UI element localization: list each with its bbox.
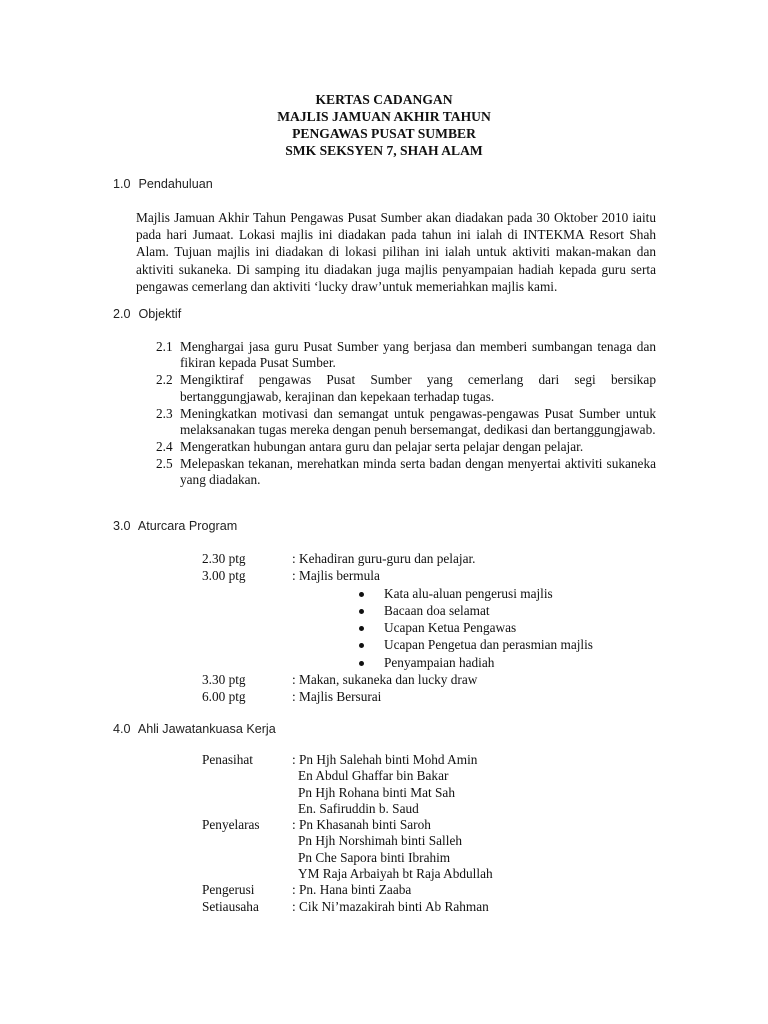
bullet-item [202,636,662,653]
section-heading-aturcara [113,518,237,534]
section-number: 4.0 [113,722,131,736]
schedule-row [202,550,662,567]
section-heading-objektif [113,306,181,322]
document-title [0,91,768,159]
bullet-item [202,619,662,636]
bullet-icon [359,592,364,597]
schedule-time: 2.30 ptg [202,551,246,566]
objective-item [156,456,656,489]
title-line-1: KERTAS CADANGAN [315,92,453,107]
title-line-2: MAJLIS JAMUAN AKHIR TAHUN [277,109,491,124]
objective-item [156,339,656,372]
schedule-row [202,688,662,705]
committee-member: En Abdul Ghaffar bin Bakar [298,768,449,784]
section-title: Ahli Jawatankuasa Kerja [137,722,276,736]
committee-member: Pn Hjh Norshimah binti Salleh [298,833,462,849]
objective-item [156,439,656,455]
schedule-row [202,567,662,584]
committee-names [292,752,662,817]
section-heading-jawatankuasa [113,721,276,737]
committee-member: En. Safiruddin b. Saud [298,800,419,816]
objectives-list [156,339,656,489]
committee-role: Pengerusi [202,882,255,898]
committee-role: Penasihat [202,752,253,767]
section-title: Pendahuluan [138,177,213,191]
committee-role: Setiausaha [202,898,259,914]
committee-group-penasihat [202,752,662,817]
objective-item [156,406,656,439]
committee-member: YM Raja Arbaiyah bt Raja Abdullah [298,866,493,882]
committee-group-penyelaras [202,817,662,882]
committee-group-pengerusi [202,882,662,898]
committee-role: Penyelaras [202,817,260,833]
committee-member: : Cik Ni’mazakirah binti Ab Rahman [292,898,489,914]
objective-text: Mengiktiraf pengawas Pusat Sumber yang cemerlang dari segi bersikap bertanggungjawab, kerajinan dan kepekaan terhadap tugas. [180,372,656,404]
objective-text: Melepaskan tekanan, merehatkan minda serta badan dengan menyertai aktiviti sukaneka yang diadakan. [180,455,656,488]
objective-item [156,372,656,405]
objective-text: Menghargai jasa guru Pusat Sumber yang berjasa dan memberi sumbangan tenaga dan fikiran kepada Pusat Sumber. [180,339,656,371]
objective-number: 2.1 [156,339,173,354]
bullet-item [202,585,662,602]
title-line-3: PENGAWAS PUSAT SUMBER [292,126,476,141]
schedule-desc: : Majlis Bersurai [292,689,382,705]
section-title: Aturcara Program [137,519,238,533]
objective-number: 2.2 [156,372,173,388]
bullet-text: Bacaan doa selamat [384,602,490,618]
objective-number: 2.3 [156,405,173,421]
bullet-icon [359,609,364,614]
bullet-icon [359,661,364,666]
bullet-item [202,602,662,619]
objective-text: Meningkatkan motivasi dan semangat untuk pengawas-pengawas Pusat Sumber untuk melaksanakan tugas mereka dengan penuh bersemangat, dedikasi dan bertanggungjawab. [180,405,656,438]
section-number: 2.0 [113,307,131,321]
schedule-time: 3.00 ptg [202,568,246,584]
objective-number: 2.4 [156,438,173,454]
schedule-desc: : Majlis bermula [292,568,380,584]
bullet-text: Ucapan Pengetua dan perasmian majlis [384,637,593,653]
section-title: Objektif [138,307,182,321]
schedule-row [202,671,662,688]
committee-names [292,882,662,898]
committee-group-setiausaha [202,899,662,915]
objective-text: Mengeratkan hubungan antara guru dan pelajar serta pelajar dengan pelajar. [180,438,584,454]
bullet-text: Kata alu-aluan pengerusi majlis [384,585,553,601]
committee-names [292,899,662,915]
objective-number: 2.5 [156,455,173,471]
section-number: 1.0 [113,177,131,191]
bullet-icon [359,626,364,631]
committee-list [202,752,662,915]
committee-member: Pn Che Sapora binti Ibrahim [298,849,451,865]
schedule-time: 6.00 ptg [202,689,246,705]
committee-member: : Pn Hjh Salehah binti Mohd Amin [292,752,478,767]
committee-member: : Pn. Hana binti Zaaba [292,882,412,898]
schedule [202,550,662,706]
title-line-4: SMK SEKSYEN 7, SHAH ALAM [285,143,483,158]
section-heading-pendahuluan [113,176,213,192]
section-number: 3.0 [113,519,131,533]
committee-member: Pn Hjh Rohana binti Mat Sah [298,784,455,800]
committee-names [292,817,662,882]
program-bullet-list [202,585,662,671]
committee-member: : Pn Khasanah binti Saroh [292,817,431,833]
bullet-text: Penyampaian hadiah [384,654,495,670]
bullet-text: Ucapan Ketua Pengawas [384,620,517,636]
bullet-icon [359,643,364,648]
schedule-desc: : Makan, sukaneka dan lucky draw [292,672,478,688]
bullet-item [202,654,662,671]
schedule-desc: : Kehadiran guru-guru dan pelajar. [292,551,476,566]
schedule-time: 3.30 ptg [202,672,246,688]
intro-paragraph: Majlis Jamuan Akhir Tahun Pengawas Pusat Sumber akan diadakan pada 30 Oktober 2010 iaitu pada hari Jumaat. Lokasi majlis ini diadakan pada tahun ini ialah di INTEKMA Resort Shah Alam. Tujuan majlis ini diadakan di lokasi pilihan ini ialah untuk aktiviti makan-makan dan aktiviti sukaneka. Di samping itu diadakan juga majlis penyampaian hadiah kepada guru serta pengawas cemerlang dan aktiviti ‘lucky draw’untuk memeriahkan majlis kami. [136,210,656,294]
